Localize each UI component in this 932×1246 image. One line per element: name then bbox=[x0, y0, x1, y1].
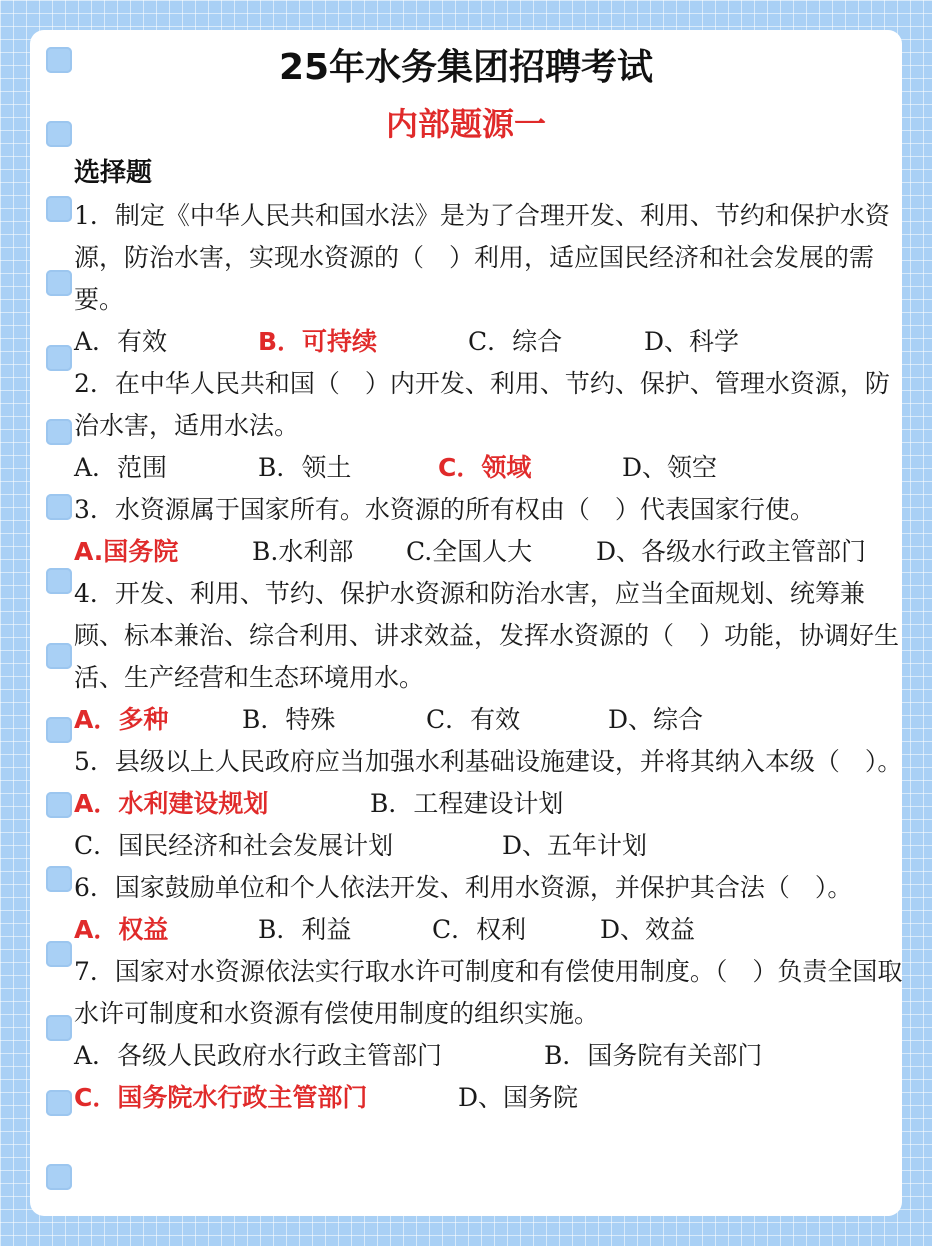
option-row bbox=[74, 825, 906, 867]
answer-option: B．可持续 bbox=[258, 327, 378, 356]
binder-ring bbox=[46, 419, 72, 445]
question-text: 7．国家对水资源依法实行取水许可制度和有偿使用制度。（ ）负责全国取水许可制度和水资源有偿使用制度的组织实施。 bbox=[74, 957, 903, 1028]
answer-option: A．权益 bbox=[74, 915, 169, 944]
option-row bbox=[74, 1035, 906, 1077]
option: C.全国人大 bbox=[406, 537, 533, 566]
option: B．领土 bbox=[258, 453, 352, 482]
answer-option: A.国务院 bbox=[74, 537, 179, 566]
option-row bbox=[74, 783, 906, 825]
option: D、各级水行政主管部门 bbox=[596, 537, 867, 566]
page-subtitle: 内部题源一 bbox=[385, 105, 546, 143]
binder-ring bbox=[46, 196, 72, 222]
answer-option: A．多种 bbox=[74, 705, 169, 734]
option: B．特殊 bbox=[242, 705, 336, 734]
option-row bbox=[74, 321, 906, 363]
option: B．国务院有关部门 bbox=[544, 1041, 763, 1070]
binder-ring bbox=[46, 494, 72, 520]
option-row bbox=[74, 699, 906, 741]
question-text: 2．在中华人民共和国（ ）内开发、利用、节约、保护、管理水资源，防治水害，适用水法。 bbox=[74, 369, 890, 440]
binder-ring bbox=[46, 345, 72, 371]
binder-ring bbox=[46, 717, 72, 743]
option: D、综合 bbox=[608, 705, 704, 734]
question-text: 5．县级以上人民政府应当加强水利基础设施建设，并将其纳入本级（ ）。 bbox=[74, 747, 903, 776]
option: A．各级人民政府水行政主管部门 bbox=[74, 1041, 443, 1070]
answer-option: C．国务院水行政主管部门 bbox=[74, 1083, 368, 1112]
question-text: 3．水资源属于国家所有。水资源的所有权由（ ）代表国家行使。 bbox=[74, 495, 815, 524]
option: D、科学 bbox=[644, 327, 740, 356]
option-row bbox=[74, 531, 906, 573]
binder-ring bbox=[46, 1015, 72, 1041]
option: B．工程建设计划 bbox=[370, 789, 564, 818]
option: D、五年计划 bbox=[502, 831, 648, 860]
question-text: 4．开发、利用、节约、保护水资源和防治水害，应当全面规划、统筹兼顾、标本兼治、综合利用、讲求效益，发挥水资源的（ ）功能，协调好生活、生产经营和生态环境用水。 bbox=[74, 579, 900, 692]
question-list bbox=[74, 195, 906, 1119]
answer-option: A．水利建设规划 bbox=[74, 789, 269, 818]
section-heading: 选择题 bbox=[74, 158, 153, 188]
option: A．范围 bbox=[74, 453, 168, 482]
binder-ring bbox=[46, 270, 72, 296]
option: D、国务院 bbox=[458, 1083, 579, 1112]
option: D、效益 bbox=[600, 915, 696, 944]
option: C．权利 bbox=[432, 915, 527, 944]
option-row bbox=[74, 909, 906, 951]
option: C．综合 bbox=[468, 327, 563, 356]
option-row bbox=[74, 447, 906, 489]
option: C．有效 bbox=[426, 705, 521, 734]
question-text: 6．国家鼓励单位和个人依法开发、利用水资源，并保护其合法（ ）。 bbox=[74, 873, 853, 902]
option: D、领空 bbox=[622, 453, 718, 482]
option: B.水利部 bbox=[252, 537, 354, 566]
option-row bbox=[74, 1077, 906, 1119]
binder-ring bbox=[46, 866, 72, 892]
binder-ring bbox=[46, 941, 72, 967]
option: C．国民经济和社会发展计划 bbox=[74, 831, 394, 860]
binder-ring bbox=[46, 1164, 72, 1190]
page-title: 25年水务集团招聘考试 bbox=[278, 47, 654, 88]
option: A．有效 bbox=[74, 327, 168, 356]
binder-ring bbox=[46, 1090, 72, 1116]
answer-option: C．领域 bbox=[438, 453, 532, 482]
binder-ring bbox=[46, 568, 72, 594]
binder-ring bbox=[46, 792, 72, 818]
question-text: 1．制定《中华人民共和国水法》是为了合理开发、利用、节约和保护水资源，防治水害，实现水资源的（ ）利用，适应国民经济和社会发展的需要。 bbox=[74, 201, 890, 314]
binder-ring bbox=[46, 643, 72, 669]
option: B．利益 bbox=[258, 915, 352, 944]
